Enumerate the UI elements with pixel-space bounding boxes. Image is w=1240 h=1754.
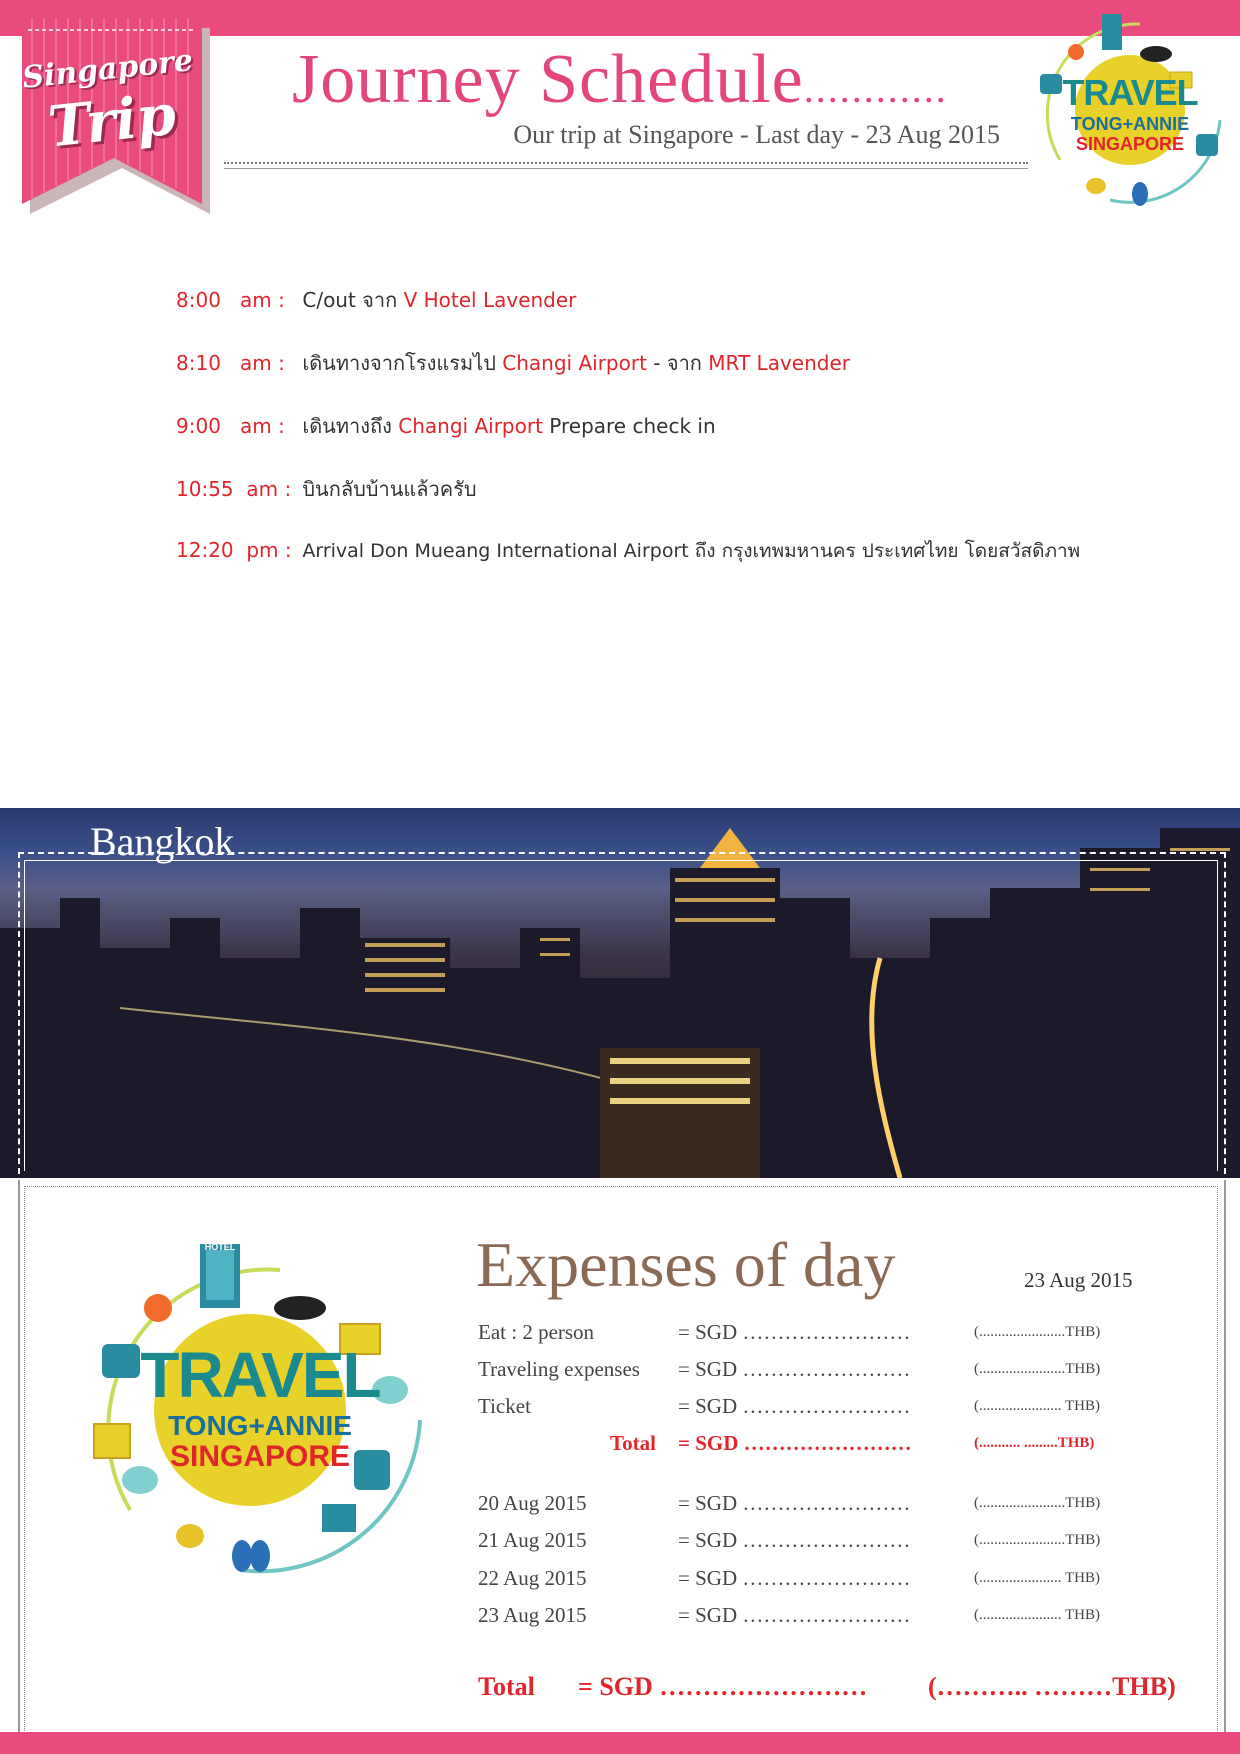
photo-inner-frame [24,860,1218,1171]
expense-item [478,1320,1158,1350]
schedule-row [176,347,1176,410]
time-ampm: am : [240,288,285,312]
logo-hotel-sign: HOTEL [204,1242,236,1252]
schedule-row [176,410,1176,473]
expense-sgd: = SGD …………………… [678,1320,911,1344]
day-sgd: = SGD …………………… [678,1528,911,1552]
schedule-time [176,351,296,375]
time-value: 8:00 [176,288,221,312]
logo-large-singapore: SINGAPORE [169,1440,351,1473]
day-label: 21 Aug 2015 [478,1528,587,1552]
time-ampm: pm : [246,538,292,562]
time-ampm: am : [246,477,292,501]
page-subtitle: Our trip at Singapore - Last day - 23 Aug 2015 [513,120,1000,149]
schedule-text: - จาก [646,351,709,375]
logo-large-tong-annie: TONG+ANNIE [168,1410,352,1441]
schedule-time [176,477,296,501]
daily-total-row [478,1528,1158,1558]
time-value: 10:55 [176,477,234,501]
schedule-list [176,284,1176,599]
day-sgd: = SGD …………………… [678,1491,911,1515]
expense-thb: (.......................THB) [974,1361,1101,1377]
expense-sgd: = SGD …………………… [678,1394,911,1418]
grand-total-thb: (……….. ………THB) [928,1672,1176,1701]
bangkok-city-photo [0,808,1240,1178]
day-label: 23 Aug 2015 [478,1603,587,1627]
time-ampm: am : [240,351,285,375]
title-dots: ............ [803,66,948,111]
grand-total-label: Total [478,1672,535,1701]
schedule-text: Arrival Don Mueang International Airport ถึง กรุงเทพมหานคร ประเทศไทย โดยสวัสดิภาพ [302,540,1081,562]
day-thb: (...................... THB) [974,1570,1100,1586]
badge-line-singapore: Singapore [20,43,195,96]
time-value: 9:00 [176,414,221,438]
schedule-text: C/out จาก [302,288,404,312]
expense-thb: (.......................THB) [974,1324,1101,1340]
expenses-date: 23 Aug 2015 [1024,1268,1133,1292]
schedule-place: Changi Airport [398,414,543,438]
page-title [292,40,948,120]
expense-label: Eat : 2 person [478,1320,595,1344]
logo-small-tong-annie: TONG+ANNIE [1070,114,1190,134]
time-ampm: am : [240,414,285,438]
photo-label-bangkok: Bangkok [90,819,235,864]
schedule-place: MRT Lavender [708,351,850,375]
schedule-place: V Hotel Lavender [403,288,577,312]
bottom-bar [0,1732,1240,1754]
schedule-text: Prepare check in [542,414,716,438]
schedule-row [176,284,1176,347]
expenses-title: Expenses of day [476,1229,896,1300]
day-sgd: = SGD …………………… [678,1566,911,1590]
day-total-label: Total [610,1431,656,1455]
schedule-text: เดินทางจากโรงแรมไป [302,351,503,375]
day-sgd: = SGD …………………… [678,1603,911,1627]
daily-total-row [478,1566,1158,1596]
day-total-sgd: = SGD …………………… [678,1431,912,1455]
schedule-row [176,473,1176,536]
schedule-place: Changi Airport [502,351,647,375]
schedule-time [176,288,296,312]
schedule-text: บินกลับบ้านแล้วครับ [302,477,477,501]
time-value: 12:20 [176,538,234,562]
singapore-trip-badge [22,18,210,214]
logo-large-travel: TRAVEL [140,1339,380,1411]
day-total-thb: (........... .........THB) [974,1435,1095,1451]
day-thb: (...................... THB) [974,1607,1100,1623]
expense-day-total [478,1431,1158,1461]
page-title-text: Journey Schedule [292,41,804,118]
schedule-time [176,414,296,438]
header-solid-rule [224,168,1028,169]
header-dotted-rule [224,162,1028,164]
schedule-row [176,536,1176,599]
daily-total-row [478,1603,1158,1633]
logo-small-singapore: SINGAPORE [1075,134,1185,154]
grand-total-sgd: = SGD …………………… [578,1672,868,1701]
daily-total-row [478,1491,1158,1521]
day-thb: (.......................THB) [974,1532,1101,1548]
badge-line-trip: Trip [45,81,179,161]
day-thb: (.......................THB) [974,1495,1101,1511]
time-value: 8:10 [176,351,221,375]
logo-small-travel: TRAVEL [1062,72,1198,113]
expense-item [478,1394,1158,1424]
expense-label: Traveling expenses [478,1357,640,1381]
schedule-text: เดินทางถึง [302,414,399,438]
travel-logo-small [1030,10,1230,210]
schedule-time [176,538,296,562]
expense-thb: (...................... THB) [974,1398,1100,1414]
expense-sgd: = SGD …………………… [678,1357,911,1381]
expense-item [478,1357,1158,1387]
travel-logo-large [90,1240,430,1580]
day-label: 20 Aug 2015 [478,1491,587,1515]
expense-label: Ticket [478,1394,531,1418]
day-label: 22 Aug 2015 [478,1566,587,1590]
